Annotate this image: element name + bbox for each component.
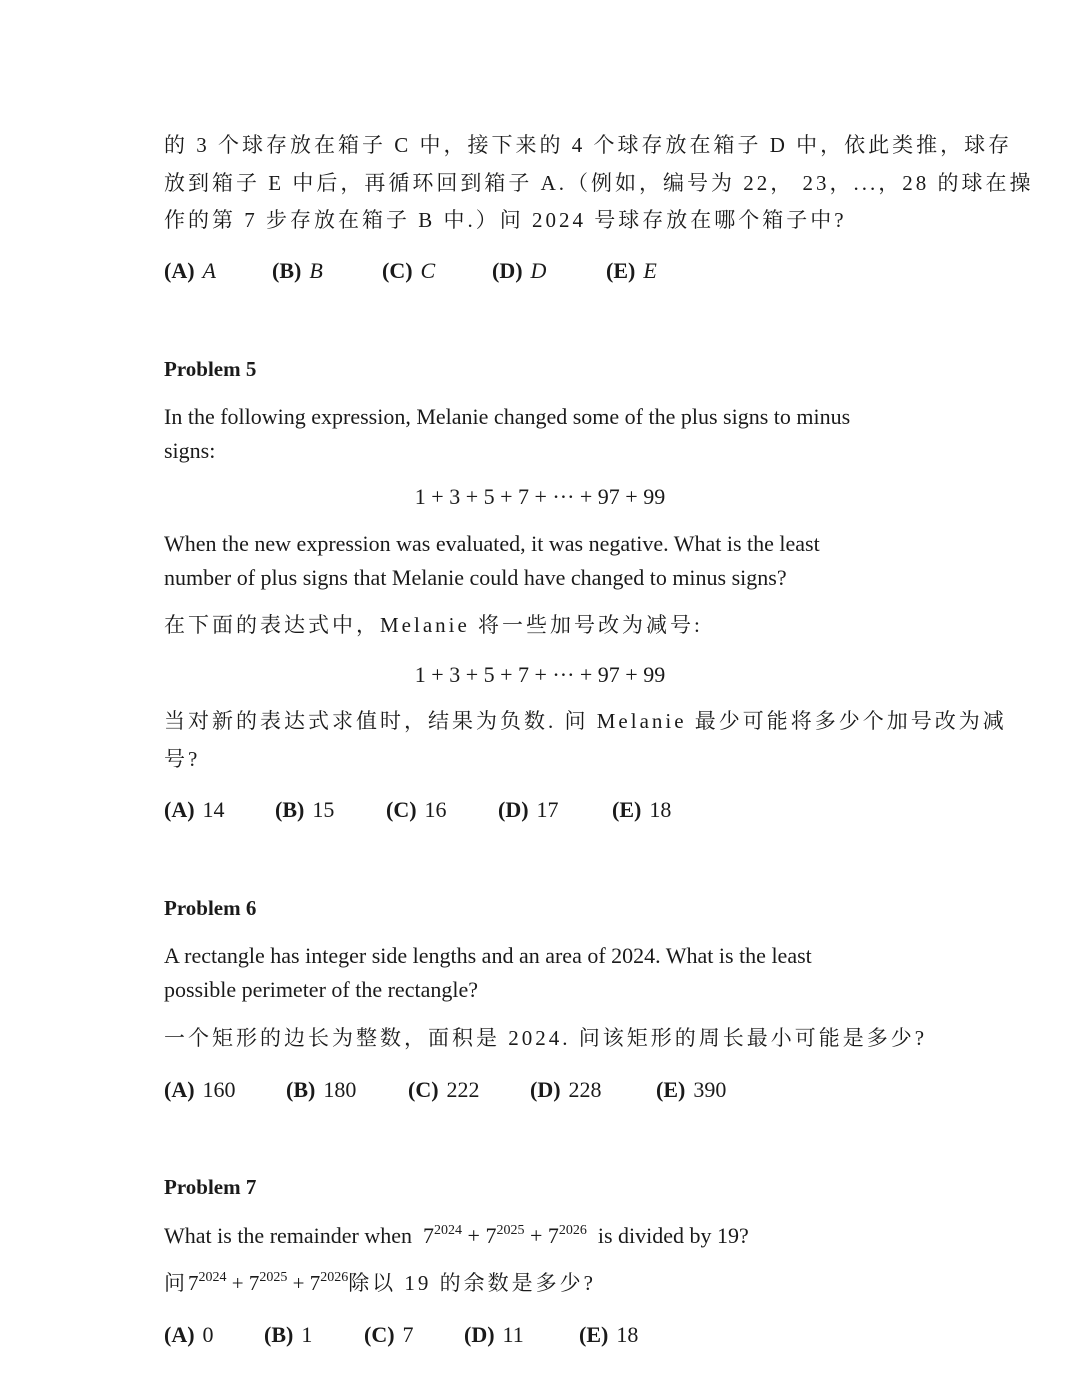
problem5-cn-line: 当对新的表达式求值时，结果为负数. 问 Melanie 最少可能将多少个加号改为减	[164, 709, 1007, 733]
answer-choice-d	[530, 1073, 602, 1107]
problem4-text-line: 的 3 个球存放在箱子 C 中，接下来的 4 个球存放在箱子 D 中，依此类推，球存	[164, 133, 1013, 157]
answer-choice-b	[264, 1318, 312, 1352]
problem5-en-line: signs:	[164, 438, 216, 463]
answer-choice-c	[386, 793, 447, 827]
choice-value: 222	[446, 1077, 480, 1102]
problem6-en-line: A rectangle has integer side lengths and an area of 2024. What is the least	[164, 943, 812, 968]
problem5-expression-cn: 1 + 3 + 5 + 7 + ··· + 97 + 99	[414, 662, 666, 687]
choice-label: (B)	[286, 1077, 316, 1102]
choice-label: (E)	[656, 1077, 686, 1102]
answer-choice-e	[612, 793, 671, 827]
choice-label: (D)	[464, 1322, 495, 1347]
problem6-cn-line: 一个矩形的边长为整数，面积是 2024. 问该矩形的周长最小可能是多少?	[164, 1026, 928, 1050]
choice-label: (C)	[364, 1322, 395, 1347]
problem5-en-line: When the new expression was evaluated, it was negative. What is the least	[164, 531, 820, 556]
problem5-title: Problem 5	[164, 357, 257, 381]
choice-label: (B)	[264, 1322, 294, 1347]
problem5-cn-line: 号?	[164, 747, 201, 771]
answer-choice-d	[498, 793, 559, 827]
choice-value: 0	[202, 1322, 214, 1347]
choice-label: (B)	[275, 797, 305, 822]
choice-value: 16	[424, 797, 447, 822]
choice-label: (A)	[164, 1322, 195, 1347]
problem4-text-line: 放到箱子 E 中后，再循环回到箱子 A.（例如，编号为 22， 23，...，28 的球在操	[164, 171, 1034, 195]
answer-choice-e	[656, 1073, 726, 1107]
problem6-en-line: possible perimeter of the rectangle?	[164, 977, 478, 1002]
choice-label: (D)	[498, 797, 529, 822]
answer-choice-a	[164, 1318, 214, 1352]
choice-label: (E)	[606, 258, 636, 283]
choice-label: (A)	[164, 258, 195, 283]
answer-choice-c	[382, 254, 435, 288]
answer-choice-c	[408, 1073, 480, 1107]
choice-value: 390	[693, 1077, 727, 1102]
problem7-en-suffix: is divided by 19?	[597, 1223, 749, 1248]
answer-choice-b	[275, 793, 334, 827]
problem7-en-line	[164, 1219, 749, 1253]
power-expression: $7^{2024} + 7^{2025} + 7^{2026}$	[423, 1223, 587, 1248]
problem7-title: Problem 7	[164, 1175, 257, 1199]
problem4-text-line: 作的第 7 步存放在箱子 B 中.）问 2024 号球存放在哪个箱子中?	[164, 208, 847, 232]
choice-value: 1	[301, 1322, 313, 1347]
choice-label: (C)	[386, 797, 417, 822]
choice-value: C	[420, 258, 436, 283]
answer-choice-a	[164, 1073, 236, 1107]
choice-label: (C)	[408, 1077, 439, 1102]
power-expression: $7^{2024} + 7^{2025} + 7^{2026}$	[188, 1270, 349, 1295]
choice-label: (D)	[530, 1077, 561, 1102]
problem7-cn-suffix: 除以 19 的余数是多少?	[348, 1271, 597, 1295]
answer-choice-c	[364, 1318, 414, 1352]
choice-value: 11	[502, 1322, 524, 1347]
choice-value: 18	[616, 1322, 639, 1347]
problem5-cn-line: 在下面的表达式中，Melanie 将一些加号改为减号:	[164, 613, 703, 637]
problem5-en-line: In the following expression, Melanie changed some of the plus signs to minus	[164, 404, 851, 429]
choice-value: 7	[402, 1322, 414, 1347]
answer-choice-d	[492, 254, 546, 288]
choice-value: E	[643, 258, 657, 283]
answer-choice-b	[272, 254, 323, 288]
problem6-title: Problem 6	[164, 896, 257, 920]
choice-value: A	[202, 258, 216, 283]
choice-label: (A)	[164, 797, 195, 822]
choice-label: (B)	[272, 258, 302, 283]
answer-choice-d	[464, 1318, 524, 1352]
choice-value: 180	[323, 1077, 357, 1102]
choice-value: D	[530, 258, 547, 283]
choice-label: (A)	[164, 1077, 195, 1102]
choice-value: 228	[568, 1077, 602, 1102]
choice-label: (E)	[579, 1322, 609, 1347]
answer-choice-e	[606, 254, 657, 288]
problem7-cn-line	[164, 1266, 596, 1300]
choice-value: B	[309, 258, 323, 283]
answer-choice-a	[164, 254, 216, 288]
problem7-cn-prefix: 问	[164, 1271, 188, 1295]
choice-value: 18	[649, 797, 672, 822]
choice-value: 160	[202, 1077, 236, 1102]
answer-choice-b	[286, 1073, 356, 1107]
answer-choice-a	[164, 793, 225, 827]
choice-label: (E)	[612, 797, 642, 822]
choice-value: 15	[312, 797, 335, 822]
choice-value: 17	[536, 797, 559, 822]
problem5-expression: 1 + 3 + 5 + 7 + ··· + 97 + 99	[414, 484, 666, 509]
choice-label: (C)	[382, 258, 413, 283]
answer-choice-e	[579, 1318, 638, 1352]
problem7-en-prefix: What is the remainder when	[164, 1223, 413, 1248]
choice-value: 14	[202, 797, 225, 822]
choice-label: (D)	[492, 258, 523, 283]
problem5-en-line: number of plus signs that Melanie could have changed to minus signs?	[164, 565, 787, 590]
